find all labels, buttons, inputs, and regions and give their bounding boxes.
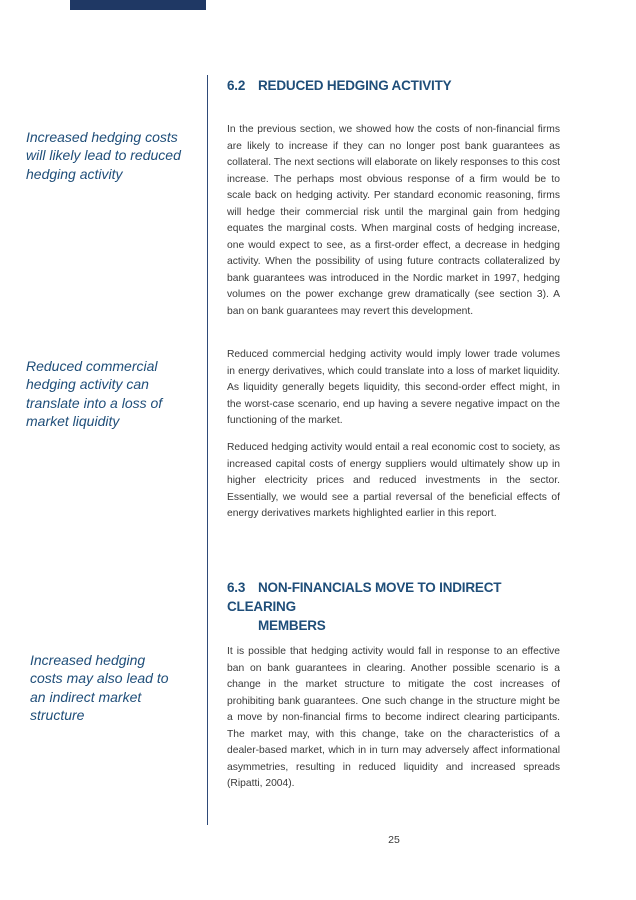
margin-note-indirect-structure: Increased hedging costs may also lead to an indirect market structure [30,652,169,723]
section-title: REDUCED HEDGING ACTIVITY [258,78,452,93]
section-title-line1: NON-FINANCIALS MOVE TO INDIRECT CLEARING [227,580,502,614]
section-title-line2: MEMBERS [258,618,326,633]
header-bar [70,0,206,10]
paragraph-6-2-2: Reduced commercial hedging activity would imply lower trade volumes in energy derivatives, which could translate into a loss of market liquidity. As liquidity generally begets liquidity, this second-order effect might, in the worst-case scenario, end up having a severe negative impact on the functioning of the market. [227,349,560,426]
margin-divider [207,75,208,825]
margin-note-hedging-costs: Increased hedging costs will likely lead to reduced hedging activity [26,129,181,182]
section-heading-6-3 [227,578,567,635]
page-number: 25 [388,834,400,846]
page-number-container [0,834,636,846]
paragraph-6-2-1: In the previous section, we showed how the costs of non-financial firms are likely to increase if they can no longer post bank guarantees as collateral. The next sections will elaborate on likely responses to this cost increase. The perhaps most obvious response of a firm would be to scale back on hedging activity. Per standard economic reasoning, firms will hedge their commercial risk until the marginal gain from hedging equates the marginal costs. When marginal costs of hedging increase, one would expect to see, as a first-order effect, a decrease in hedging activity. When the possibility of using future contracts collateralized by bank guarantees was introduced in the Nordic market in 1997, hedging volumes on the power exchange grew dramatically (see section 3). A ban on bank guarantees may revert this development. [227,124,560,317]
section-number: 6.2 [227,78,246,93]
paragraph-6-2-3: Reduced hedging activity would entail a real economic cost to society, as increased capital costs of energy suppliers would ultimately show up in higher electricity prices and reduced investments in the sector. Essentially, we would see a partial reversal of the beneficial effects of energy derivatives markets highlighted earlier in this report. [227,442,560,519]
paragraph-6-3-1: It is possible that hedging activity would fall in response to an effective ban on bank guarantees in clearing. Another possible scenario is a change in the market structure to mitigate the cost increases of prohibiting bank guarantees. One such change in the structure might be a move by non-financial firms to become indirect clearing participants. The market may, with this change, take on the characteristics of a dealer-based market, which in in turn may adversely affect informational asymmetries, resulting in reduced liquidity and increased spreads (Ripatti, 2004). [227,646,560,789]
section-number: 6.3 [227,580,246,595]
margin-note-liquidity: Reduced commercial hedging activity can translate into a loss of market liquidity [26,358,163,429]
section-heading-6-2 [227,76,567,95]
